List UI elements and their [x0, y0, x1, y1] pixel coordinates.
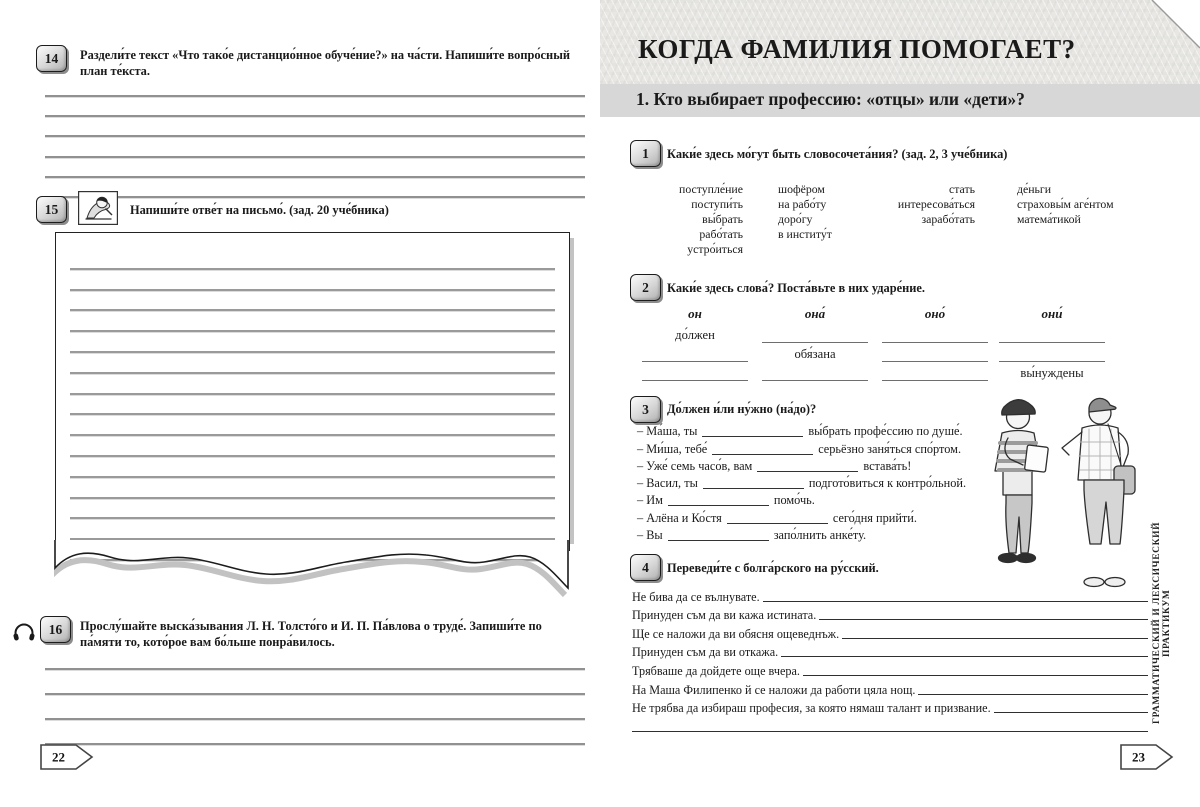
- answer-line: [70, 436, 555, 457]
- answer-line: [45, 97, 585, 117]
- word: интересова́ться: [897, 197, 975, 211]
- chapter-title: КОГДА ФАМИЛИЯ ПОМОГАЕТ?: [638, 34, 1076, 64]
- exercise-14-number: 14: [44, 50, 59, 66]
- column-header: они́: [1041, 306, 1063, 321]
- word: вы́брать: [702, 212, 743, 226]
- column-header: оно́: [924, 306, 946, 321]
- word: зарабо́тать: [921, 212, 975, 226]
- word-column-3: [800, 182, 975, 227]
- exercise-2-number: 2: [642, 279, 649, 295]
- answer-line: [45, 117, 585, 137]
- exercise-1-badge: [630, 140, 661, 167]
- chapter-sidebar-label: ГРАММАТИЧЕСКИЙ И ЛЕКСИЧЕСКИЙ ПРАКТИКУМ: [1152, 521, 1172, 725]
- word: матема́тикой: [1017, 212, 1081, 226]
- exercise-4-sentences: [632, 586, 1148, 735]
- fill-in-blank: [727, 523, 828, 524]
- answer-line: [45, 158, 585, 178]
- answer-line: [70, 270, 555, 291]
- translation-row: Трябваше да дойдете още вчера.: [632, 660, 1148, 679]
- answer-line: [45, 178, 585, 198]
- word-cell: обя́зана: [794, 347, 836, 361]
- word: де́ньги: [1017, 182, 1052, 196]
- exercise-16-answer-lines: [45, 645, 585, 745]
- blank-cell: [880, 362, 990, 381]
- word: страховы́м аге́нтом: [1017, 197, 1114, 211]
- word: шофёром: [778, 182, 825, 196]
- word: рабо́тать: [699, 227, 743, 241]
- translation-row: Ще се наложи да ви обясня ощеведнъж.: [632, 623, 1148, 642]
- exercise-4-task: Переведи́те с болга́рского на ру́сский.: [667, 561, 879, 575]
- exercise-16-task: Прослу́шайте выска́зывания Л. Н. Толсто́го и И. П. Па́влова о труде́. Запиши́те по па́мяти то, кото́рое вам бо́льше понра́вилось.: [80, 619, 542, 650]
- blank-cell: [640, 362, 750, 381]
- answer-line: [70, 415, 555, 436]
- exercise-3-number: 3: [642, 401, 649, 417]
- write-in-line: [819, 619, 1148, 620]
- answer-line: [70, 291, 555, 312]
- exercise-3-badge: [630, 396, 661, 423]
- answer-line: [70, 519, 555, 540]
- answer-line: [45, 645, 585, 670]
- write-in-line: [994, 712, 1148, 713]
- dialogue-row: – Алёна и Ко́стя сего́дня прийти́.: [637, 510, 917, 525]
- answer-line: [70, 249, 555, 270]
- pronoun-column-oni: [997, 306, 1107, 381]
- dialogue-row: – Васил, ты подгото́виться к контро́льной.: [637, 476, 967, 491]
- translation-row: Принуден съм да ви кажа истината.: [632, 605, 1148, 624]
- letter-box-lines: [56, 233, 569, 561]
- page-number-22: [40, 744, 94, 770]
- blank-cell: [760, 362, 870, 381]
- answer-line: [70, 478, 555, 499]
- exercise-14-answer-lines: [45, 77, 585, 198]
- translation-row: Принуден съм да ви откажа.: [632, 642, 1148, 661]
- pronoun-column-ono: [880, 306, 990, 381]
- fill-in-blank: [757, 471, 858, 472]
- exercise-15-badge: [36, 196, 67, 223]
- word-column-4: [1017, 182, 1167, 227]
- letter-box-torn-edge: [54, 540, 574, 598]
- dialogue-row: – Ми́ша, тебе́ серьёзно заня́ться спо́ртом.: [637, 441, 962, 456]
- dialogue-row: – Уже́ семь часо́в, вам встава́ть!: [637, 458, 912, 473]
- answer-line: [70, 395, 555, 416]
- dialogue-row: – Им помо́чь.: [637, 493, 815, 508]
- write-in-line: [632, 731, 1148, 732]
- writing-person-icon: [78, 191, 118, 225]
- exercise-15-task: Напиши́те отве́т на письмо́. (зад. 20 уче́бника): [130, 203, 389, 217]
- word: в институ́т: [778, 227, 832, 241]
- word: поступле́ние: [679, 182, 743, 196]
- blank-cell: [880, 324, 990, 343]
- answer-line: [45, 137, 585, 157]
- blank-cell: [997, 343, 1107, 362]
- fill-in-blank: [702, 436, 803, 437]
- exercise-4-badge: [630, 554, 661, 581]
- answer-line: [70, 332, 555, 353]
- answer-line: [45, 77, 585, 97]
- word: доро́гу: [778, 212, 813, 226]
- answer-line: [70, 457, 555, 478]
- translation-row: Не бива да се вълнувате.: [632, 586, 1148, 605]
- exercise-2-badge: [630, 274, 661, 301]
- exercise-3-task: До́лжен и́ли ну́жно (на́до)?: [667, 402, 817, 416]
- word-cell: до́лжен: [675, 328, 715, 342]
- blank-cell: [760, 324, 870, 343]
- dialogue-row: – Вы запо́лнить анке́ту.: [637, 528, 867, 543]
- headphones-icon: [12, 620, 36, 642]
- write-in-line: [763, 601, 1148, 602]
- answer-line: [45, 720, 585, 745]
- pronoun-column-on: [640, 306, 750, 381]
- word: поступи́ть: [691, 197, 743, 211]
- exercise-16-number: 16: [48, 621, 63, 637]
- write-in-line: [918, 694, 1148, 695]
- exercise-1-number: 1: [642, 145, 649, 161]
- section-title: 1. Кто выбирает профессию: «отцы» или «дети»?: [636, 89, 1025, 109]
- blank-cell: [880, 343, 990, 362]
- exercise-2-task: Каки́е здесь слова́? Поста́вьте в них ударе́ние.: [667, 281, 925, 295]
- pronoun-column-ona: [760, 306, 870, 381]
- answer-line: [70, 499, 555, 520]
- exercise-16-badge: [40, 616, 71, 643]
- page-number-23-text: 23: [1132, 749, 1145, 765]
- exercise-15-number: 15: [44, 201, 59, 217]
- exercise-14-task: Раздели́те текст «Что тако́е дистанцио́нное обуче́ние?» на ча́сти. Напиши́те вопро́сный план те́кста.: [80, 48, 571, 79]
- page-number-23: [1120, 744, 1174, 770]
- answer-line: [70, 311, 555, 332]
- exercise-14-badge: [36, 45, 67, 72]
- translation-row-empty: [632, 716, 1148, 735]
- word: стать: [948, 182, 975, 196]
- fill-in-blank: [668, 505, 769, 506]
- word: на рабо́ту: [778, 197, 827, 211]
- answer-line: [45, 695, 585, 720]
- translation-row: Не трябва да избираш професия, за която нямаш талант и призвание.: [632, 698, 1148, 717]
- word-cell: вы́нуждены: [1020, 366, 1084, 380]
- column-header: она́: [804, 306, 826, 321]
- fill-in-blank: [712, 454, 813, 455]
- fill-in-blank: [703, 488, 804, 489]
- write-in-line: [842, 638, 1148, 639]
- page-corner-fold: [1150, 0, 1200, 50]
- dialogue-row: – Ма́ша, ты вы́брать профе́ссию по душе́.: [637, 424, 963, 439]
- exercise-1-task: Каки́е здесь мо́гут быть словосочета́ния? (зад. 2, 3 уче́бника): [667, 147, 1008, 161]
- write-in-line: [781, 656, 1148, 657]
- fill-in-blank: [668, 540, 769, 541]
- column-header: он: [688, 306, 702, 321]
- word-column-1: [600, 182, 743, 257]
- exercise-4-number: 4: [642, 559, 649, 575]
- blank-cell: [997, 324, 1107, 343]
- answer-line: [45, 670, 585, 695]
- answer-line: [70, 374, 555, 395]
- page-number-22-text: 22: [52, 749, 65, 765]
- word: устро́иться: [687, 242, 743, 256]
- translation-row: На Маша Филипенко й се наложи да работи цяла нощ.: [632, 679, 1148, 698]
- write-in-line: [803, 675, 1148, 676]
- blank-cell: [640, 343, 750, 362]
- answer-line: [70, 353, 555, 374]
- letter-box: [55, 232, 570, 551]
